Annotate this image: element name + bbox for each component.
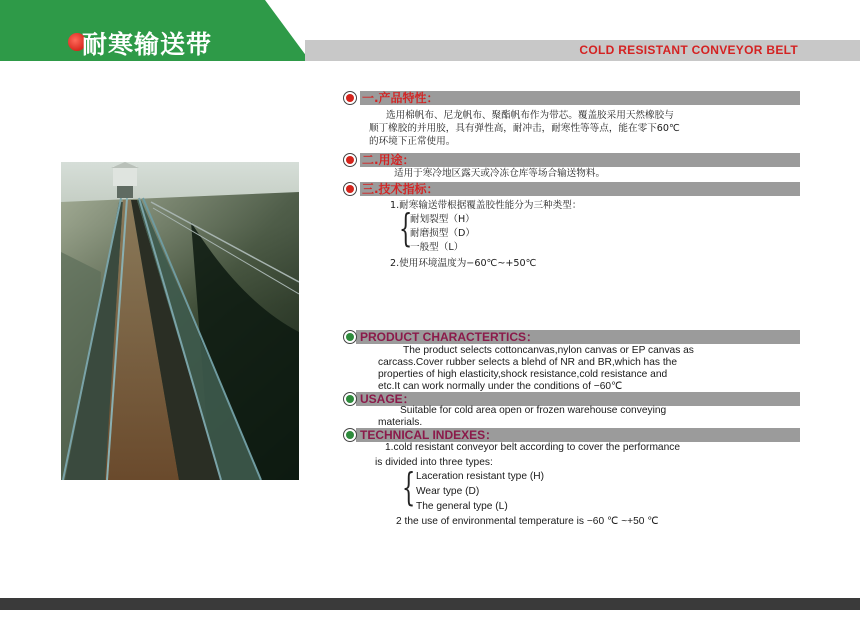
brace-icon: { <box>402 465 416 509</box>
cn-tech-line-2: 2.使用环境温度为−60℃~+50℃ <box>390 258 537 269</box>
section-bar-en-usage <box>356 392 800 406</box>
en-tech-line-1b: is divided into three types: <box>375 457 493 468</box>
brace-icon: { <box>399 206 413 250</box>
cn-features-line-1: 选用棉帆布、尼龙帆布、聚酯帆布作为带芯。覆盖胶采用天然橡胶与 <box>386 110 674 121</box>
section-heading-en-product: PRODUCT CHARACTERTICS： <box>360 330 538 344</box>
cn-tech-line-1: 1.耐寒输送带根据覆盖胶性能分为三种类型： <box>390 200 582 211</box>
en-tech-line-1: 1.cold resistant conveyor belt according to cover the performance <box>385 442 681 453</box>
en-tech-type-h: Laceration resistant type (H) <box>416 471 544 482</box>
section-heading-cn-usage: 二.用途： <box>362 153 415 167</box>
bullet-icon <box>343 153 357 167</box>
cn-features-line-2: 顺丁橡胶的并用胶，具有弹性高，耐冲击，耐寒性等等点，能在零下60℃ <box>369 123 680 134</box>
bullet-icon <box>343 91 357 105</box>
bullet-icon <box>343 330 357 344</box>
bullet-icon <box>343 182 357 196</box>
section-heading-cn-features: 一.产品特性： <box>362 91 439 105</box>
cn-features-line-3: 的环境下正常使用。 <box>369 136 456 147</box>
bullet-icon <box>343 392 357 406</box>
section-heading-en-usage: USAGE： <box>360 392 415 406</box>
en-tech-type-d: Wear type (D) <box>416 486 480 497</box>
page-title-cn: 耐寒输送带 <box>82 30 213 59</box>
en-usage-line-2: materials. <box>378 417 423 428</box>
en-tech-line-2: 2 the use of environmental temperature is −60 ℃ ~+50 ℃ <box>396 516 659 527</box>
conveyor-belt-photo-graphic <box>61 162 299 480</box>
cn-tech-type-h: 耐划裂型（H） <box>410 214 475 225</box>
cn-tech-type-d: 耐磨损型（D） <box>410 228 475 239</box>
en-product-line-3: properties of high elasticity,shock resistance,cold resistance and <box>378 369 668 380</box>
cn-tech-type-l: 一般型（L） <box>410 242 464 253</box>
en-product-line-1: The product selects cottoncanvas,nylon canvas or EP canvas as <box>403 345 694 356</box>
section-heading-cn-tech: 三.技术指标： <box>362 182 439 196</box>
page-title-en: COLD RESISTANT CONVEYOR BELT <box>579 43 798 57</box>
conveyor-belt-photo <box>61 162 299 480</box>
en-product-line-4: etc.It can work normally under the conditions of −60℃ <box>378 381 623 392</box>
en-product-line-2: carcass.Cover rubber selects a blehd of NR and BR,which has the <box>378 357 677 368</box>
footer-bar <box>0 598 860 610</box>
cn-usage-text: 适用于寒冷地区露天或冷冻仓库等场合输送物料。 <box>394 168 606 179</box>
section-heading-en-tech: TECHNICAL INDEXES： <box>360 428 498 442</box>
bullet-icon <box>343 428 357 442</box>
en-tech-type-l: The general type (L) <box>416 501 508 512</box>
section-bar-cn-usage <box>360 153 800 167</box>
en-usage-line-1: Suitable for cold area open or frozen warehouse conveying <box>400 405 667 416</box>
